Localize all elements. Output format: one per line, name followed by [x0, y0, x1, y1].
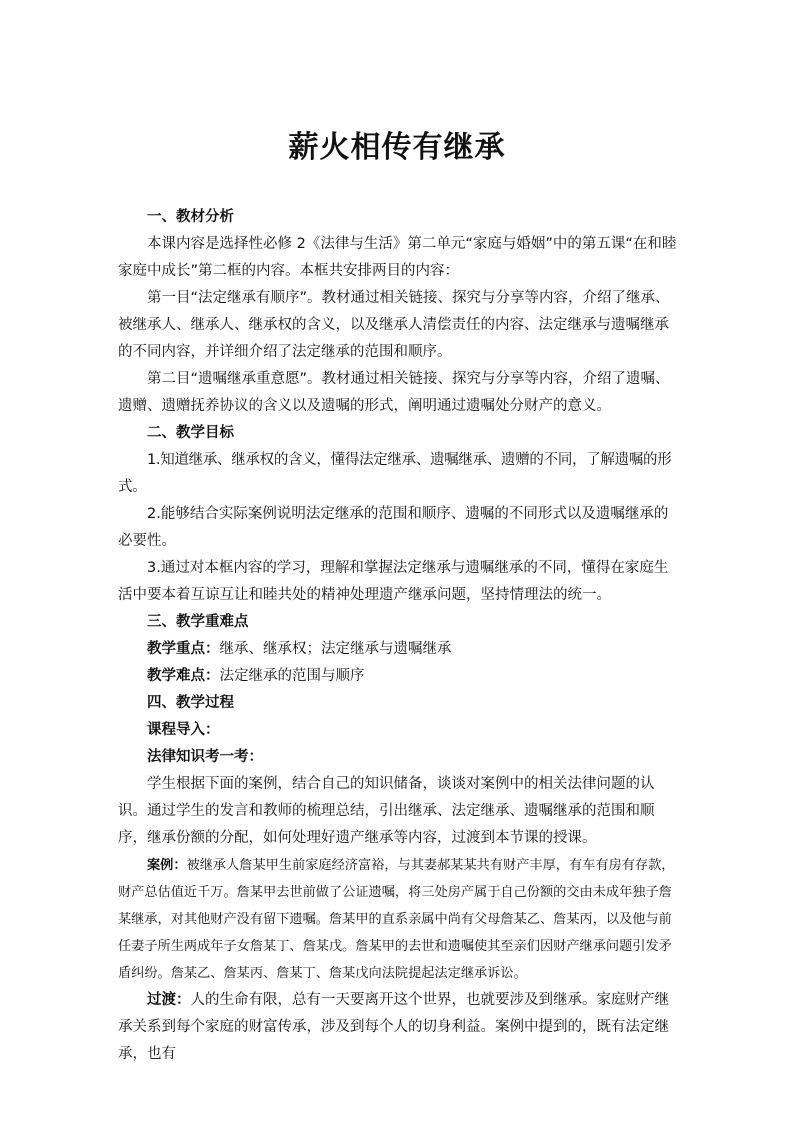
difficulty-text: 法定继承的范围与顺序 — [219, 668, 365, 684]
course-intro-label: 课程导入： — [147, 722, 220, 738]
focus-text: 继承、继承权；法定继承与遗嘱继承 — [219, 641, 452, 657]
objective-2: 2.能够结合实际案例说明法定继承的范围和顺序、遗嘱的不同形式以及遗嘱继承的必要性。 — [118, 506, 669, 549]
document-title: 薪火相传有继承 — [288, 130, 506, 165]
focus-label: 教学重点： — [147, 641, 220, 657]
paragraph: 学生根据下面的案例，结合自己的知识储备，谈谈对案例中的相关法律问题的认识。通过学生的发言和教师的梳理总结，引出继承、法定继承、遗嘱继承的范围和顺序，继承份额的分配，如何处理好遗产继承等内容，过渡到本节课的授课。 — [118, 776, 655, 846]
transition-text: 人的生命有限，总有一天要离开这个世界，也就要涉及到继承。家庭财产继承关系到每个家庭的财富传承，涉及到每个人的切身利益。案例中提到的，既有法定继承，也有 — [118, 992, 669, 1062]
section-heading-1: 一、教材分析 — [147, 209, 234, 225]
law-quiz-label: 法律知识考一考： — [147, 749, 263, 765]
case-text: 被继承人詹某甲生前家庭经济富裕，与其妻郝某某共有财产丰厚，有车有房有存款，财产总估值近千万。詹某甲去世前做了公证遗嘱，将三处房产属于自己份额的交由未成年独子詹某继承，对其他财产没有留下遗嘱。詹某甲的直系亲属中尚有父母詹某乙、詹某丙，以及他与前任妻子所生两成年子女詹某丁、詹某戊。詹某甲的去世和遗嘱使其至亲们因财产继承问题引发矛盾纠纷。詹某乙、詹某丙、詹某丁、詹某戊向法院提起法定继承诉讼。 — [118, 858, 675, 981]
case-label: 案例： — [147, 858, 187, 873]
paragraph: 第一目“法定继承有顺序”。教材通过相关链接、探究与分享等内容，介绍了继承、被继承人、继承人、继承权的含义，以及继承人清偿责任的内容、法定继承与遗嘱继承的不同内容，并详细介绍了法定继承的范围和顺序。 — [118, 290, 670, 360]
transition-paragraph — [118, 987, 678, 1068]
document-body — [118, 204, 678, 1068]
paragraph: 本课内容是选择性必修 2《法律与生活》第二单元“家庭与婚姻”中的第五课“在和睦家庭中成长”第二框的内容。本框共安排两目的内容： — [118, 236, 677, 279]
objective-1: 1.知道继承、继承权的含义，懂得法定继承、遗嘱继承、遗赠的不同，了解遗嘱的形式。 — [118, 452, 672, 495]
paragraph: 第二目“遗嘱继承重意愿”。教材通过相关链接、探究与分享等内容，介绍了遗嘱、遗赠、遗赠抚养协议的含义以及遗嘱的形式，阐明通过遗嘱处分财产的意义。 — [118, 371, 670, 414]
section-heading-3: 三、教学重难点 — [147, 614, 249, 630]
difficulty-label: 教学难点： — [147, 668, 220, 684]
objective-3: 3.通过对本框内容的学习，理解和掌握法定继承与遗嘱继承的不同，懂得在家庭生活中要本着互谅互让和睦共处的精神处理遗产继承问题，坚持情理法的统一。 — [118, 560, 669, 603]
section-heading-2: 二、教学目标 — [147, 425, 234, 441]
transition-label: 过渡： — [147, 992, 191, 1008]
case-paragraph — [118, 852, 678, 987]
teaching-focus — [118, 636, 678, 663]
section-heading-4: 四、教学过程 — [147, 695, 234, 711]
teaching-difficulty — [118, 663, 678, 690]
